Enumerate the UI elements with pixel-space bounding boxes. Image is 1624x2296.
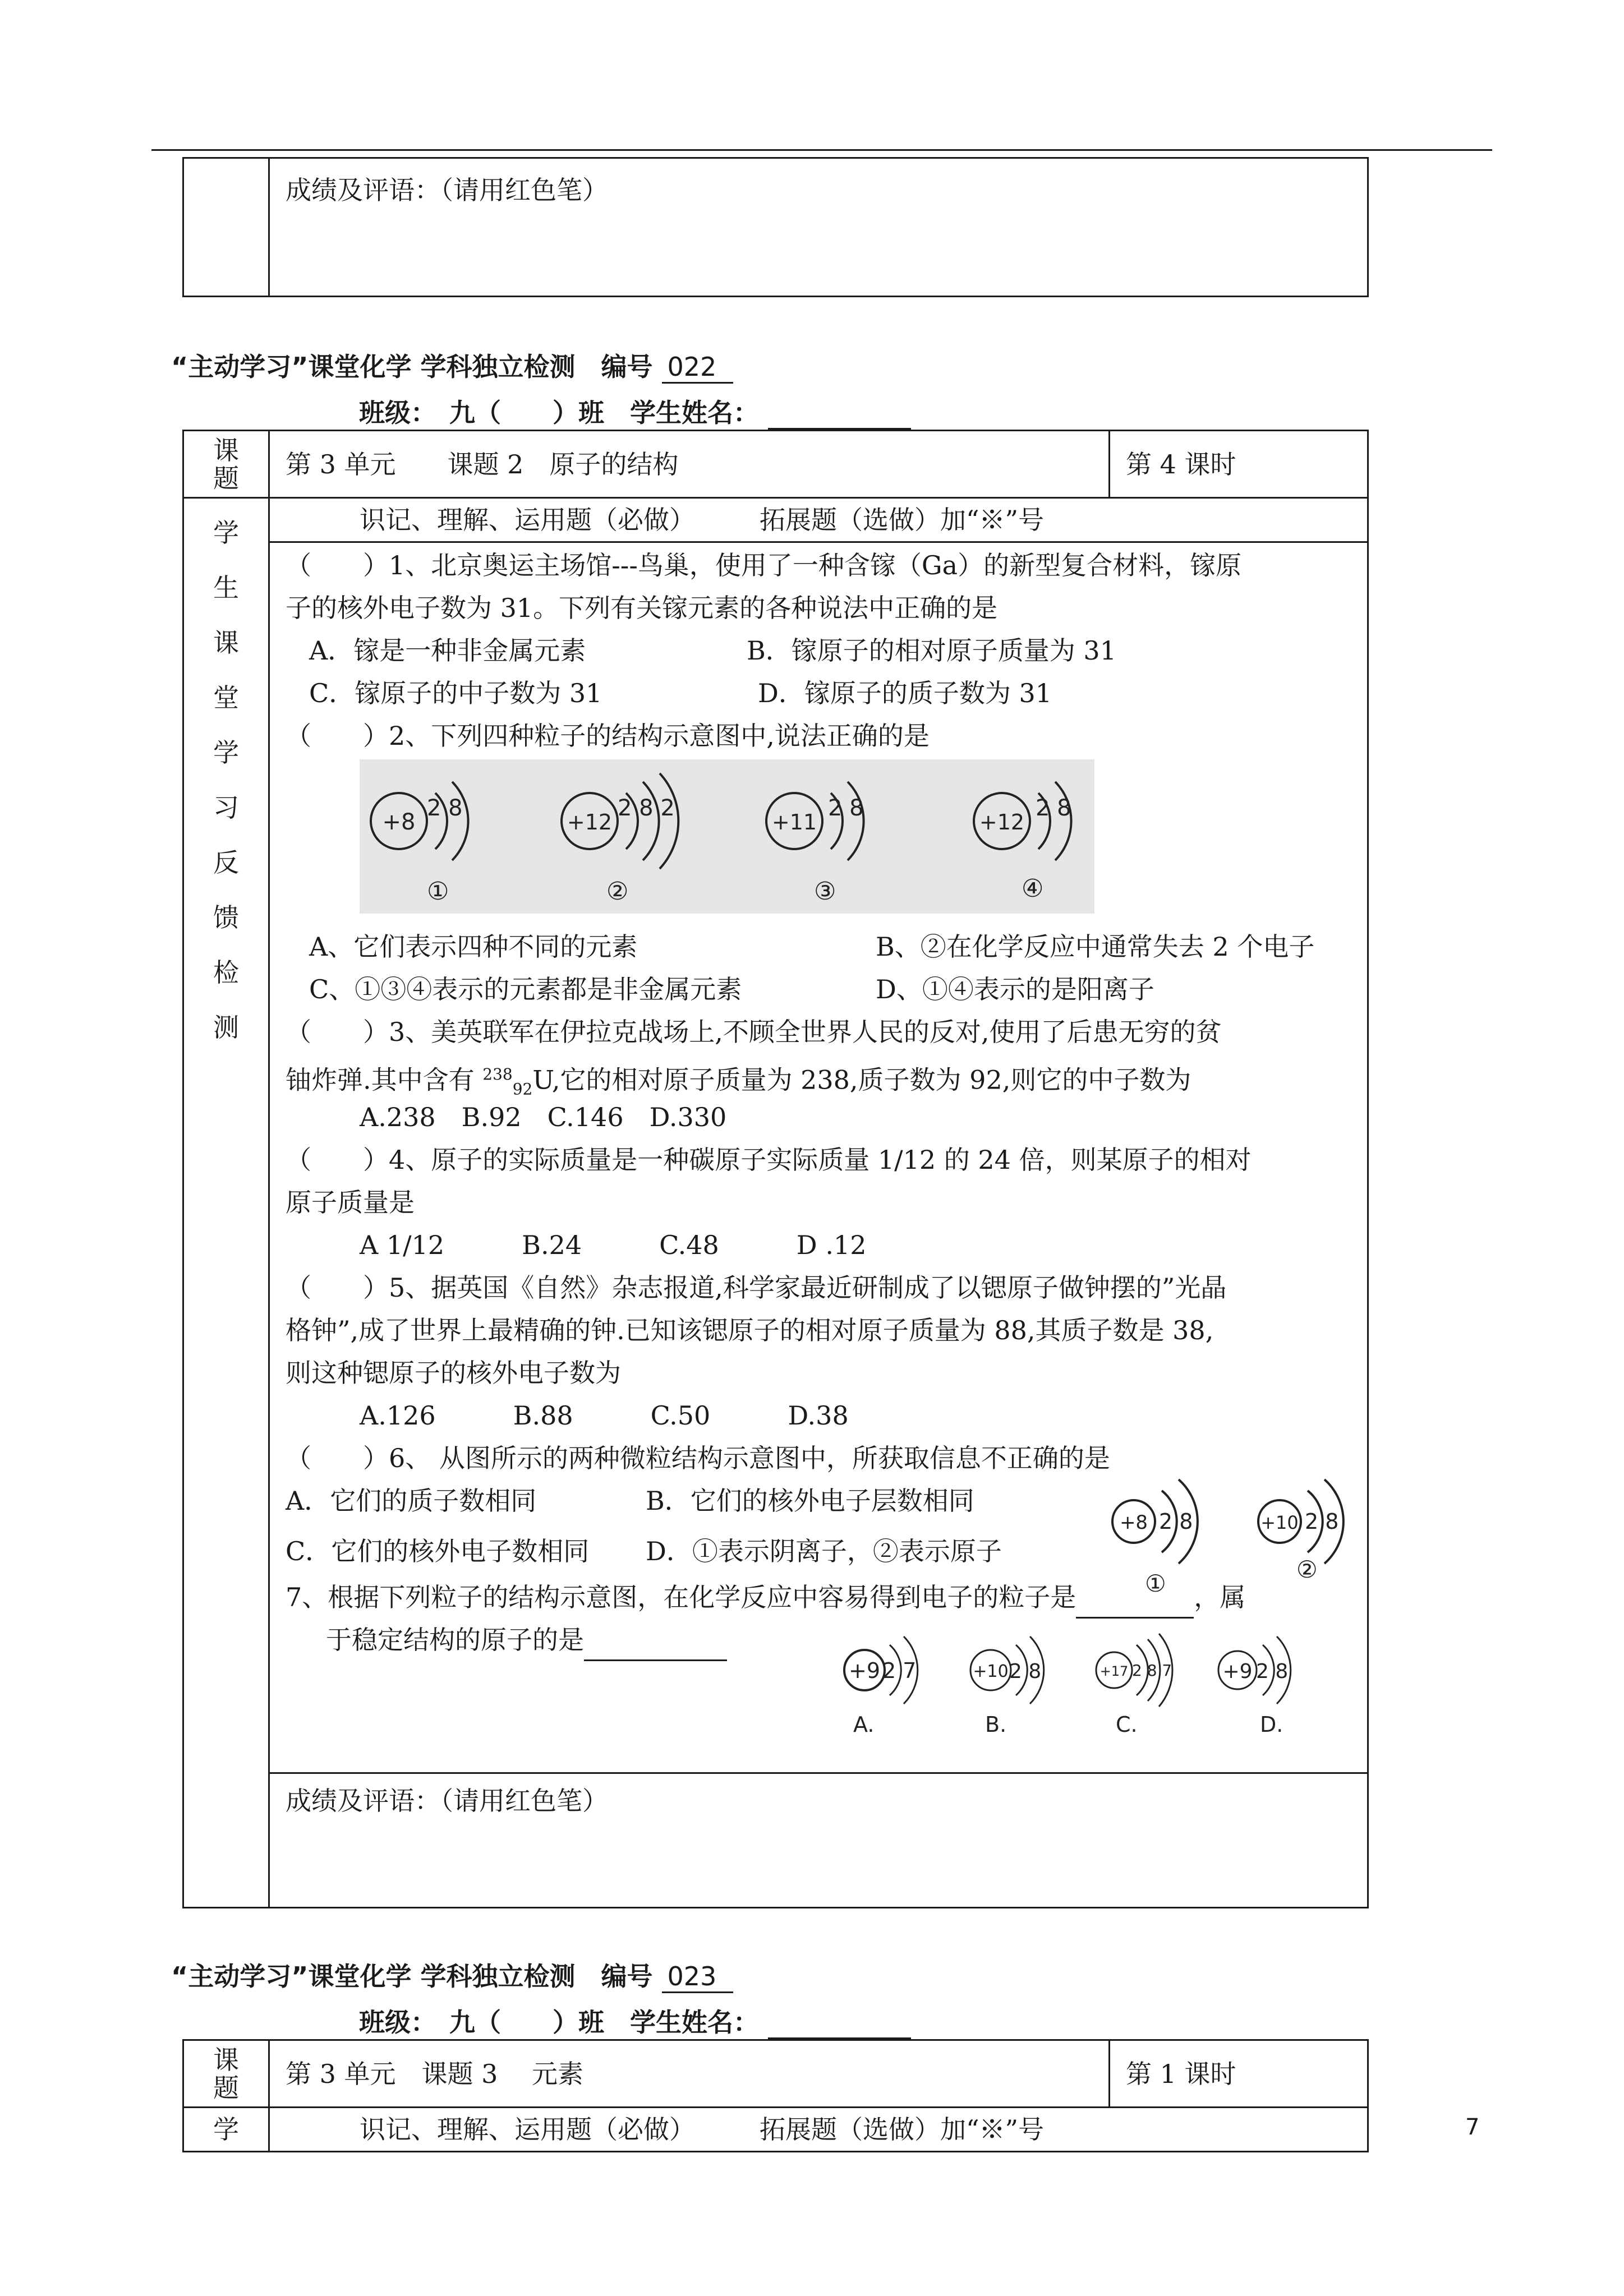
q7-atom-c xyxy=(1096,1634,1172,1737)
sheet-023-class-line: 班级： 九（ ）班 学生姓名： xyxy=(359,2002,911,2039)
q7-atom-b-shells: 2 8 xyxy=(1009,1660,1042,1683)
sheet-number: 023 xyxy=(662,1961,734,1993)
q4-options: A 1/12 B.24 C.48 D .12 xyxy=(360,1230,867,1260)
q7-atom-d-shells: 2 8 xyxy=(1256,1660,1289,1683)
q3-line2: 铀炸弹.其中含有 $^{238}_{92}$U,它的相对原子质量为 238,质子数为 92,则它的中子数为 xyxy=(286,1064,1191,1099)
q7-atom-diagrams xyxy=(836,1631,1341,1740)
q1-option-c: C．镓原子的中子数为 31 xyxy=(309,678,602,708)
q1-option-d: D．镓原子的质子数为 31 xyxy=(758,678,1052,708)
student-name-blank[interactable] xyxy=(768,405,911,430)
atom-diagram-1 xyxy=(371,782,468,906)
topic-cell-label: 课 题 xyxy=(213,2044,239,2103)
q3-mass-number: 238 xyxy=(482,1065,513,1084)
q2-line1: （ ）2、下列四种粒子的结构示意图中,说法正确的是 xyxy=(286,721,930,751)
instruction-line: 识记、理解、运用题（必做） 拓展题（选做）加“※”号 xyxy=(360,2114,1045,2145)
q2-option-a: A、它们表示四种不同的元素 xyxy=(309,932,638,962)
topic-title: 第 3 单元 课题 2 原子的结构 xyxy=(286,449,679,480)
q7-atom-a-shells: 2 7 xyxy=(882,1658,917,1683)
atom-2-shells: 2 8 2 xyxy=(618,795,675,821)
atom-diagram-3 xyxy=(766,782,864,906)
side-label: 学 生 课 堂 学 习 反 馈 检 测 xyxy=(213,518,239,1043)
q5-line1: （ ）5、据英国《自然》杂志报道,科学家最近研制成了以锶原子做钟摆的”光晶 xyxy=(286,1273,1227,1303)
q2-option-b: B、②在化学反应中通常失去 2 个电子 xyxy=(876,932,1315,962)
sheet-023-title: “主动学习”课堂化学 学科独立检测 编号 023 xyxy=(171,1956,733,1993)
q2-atom-diagrams xyxy=(360,759,1094,914)
q4-line1: （ ）4、原子的实际质量是一种碳原子实际质量 1/12 的 24 倍，则某原子的相对 xyxy=(286,1145,1252,1175)
q5-options: A.126 B.88 C.50 D.38 xyxy=(360,1400,849,1431)
remarks-label: 成绩及评语：（请用红色笔） xyxy=(286,175,608,205)
q6-atom-2-label: ② xyxy=(1296,1556,1318,1583)
q7-atom-b-label: B. xyxy=(985,1712,1007,1737)
q3-options: A.238 B.92 C.146 D.330 xyxy=(360,1102,727,1132)
q7-atom-c-label: C. xyxy=(1116,1712,1138,1737)
q6-atom-2-nucleus: +10 xyxy=(1260,1512,1299,1533)
q6-atom-1-label: ① xyxy=(1145,1570,1166,1597)
q7-atom-d-nucleus: +9 xyxy=(1222,1660,1253,1683)
q5-line2: 格钟”,成了世界上最精确的钟.已知该锶原子的相对原子质量为 88,其质子数是 38, xyxy=(286,1315,1214,1345)
topic-title: 第 3 单元 课题 3 元素 xyxy=(286,2058,584,2089)
instruction-line: 识记、理解、运用题（必做） 拓展题（选做）加“※”号 xyxy=(360,505,1045,535)
sheet-022-table xyxy=(182,430,1369,1908)
student-name-blank[interactable] xyxy=(768,2015,911,2039)
atom-1-nucleus: +8 xyxy=(382,809,416,835)
atom-1-label: ① xyxy=(427,877,449,906)
sheet-022-title: “主动学习”课堂化学 学科独立检测 编号 022 xyxy=(171,347,733,384)
q1-option-a: A．镓是一种非金属元素 xyxy=(309,635,586,666)
atom-3-label: ③ xyxy=(814,877,836,906)
q7-atom-a xyxy=(844,1636,918,1737)
atom-4-label: ④ xyxy=(1022,874,1044,903)
q7-line2: 于稳定结构的原子的是 xyxy=(326,1619,727,1661)
q6-option-d: D．①表示阴离子，②表示原子 xyxy=(646,1536,1002,1566)
q2-option-d: D、①④表示的是阳离子 xyxy=(876,974,1154,1004)
atom-diagram-2 xyxy=(562,773,678,906)
q1-line2: 子的核外电子数为 31。下列有关镓元素的各种说法中正确的是 xyxy=(286,593,998,623)
q3-atomic-number: 92 xyxy=(512,1080,533,1099)
q2-option-c: C、①③④表示的元素都是非金属元素 xyxy=(309,974,742,1004)
atom-2-label: ② xyxy=(606,877,629,906)
atom-1-shells: 2 8 xyxy=(427,795,463,821)
q6-atom-1-shells: 2 8 xyxy=(1159,1509,1193,1534)
side-label: 学 xyxy=(213,2114,239,2145)
atom-3-shells: 2 8 xyxy=(828,795,864,821)
q6-option-b: B．它们的核外电子层数相同 xyxy=(646,1486,974,1516)
header-rule xyxy=(151,149,1492,151)
q6-atom-2-shells: 2 8 xyxy=(1305,1509,1339,1534)
sheet-022-remarks-label: 成绩及评语：（请用红色笔） xyxy=(286,1786,608,1816)
q6-atom-1-nucleus: +8 xyxy=(1119,1511,1148,1534)
q1-option-b: B．镓原子的相对原子质量为 31 xyxy=(747,635,1116,666)
q7-atom-c-nucleus: +17 xyxy=(1099,1663,1129,1679)
q7-atom-d-label: D. xyxy=(1260,1712,1283,1737)
period-label: 第 4 课时 xyxy=(1126,449,1236,480)
q7-line1: 7、根据下列粒子的结构示意图，在化学反应中容易得到电子的粒子是 ，属 xyxy=(286,1576,1245,1619)
sheet-022-class-line: 班级： 九（ ）班 学生姓名： xyxy=(359,393,911,430)
sheet-number: 022 xyxy=(662,352,734,384)
q7-atom-a-nucleus: +9 xyxy=(848,1658,881,1683)
atom-2-nucleus: +12 xyxy=(567,810,613,835)
q6-option-c: C．它们的核外电子数相同 xyxy=(286,1536,590,1566)
q7-atom-d xyxy=(1218,1636,1291,1737)
previous-remarks-box xyxy=(182,157,1369,297)
period-label: 第 1 课时 xyxy=(1126,2058,1236,2089)
q7-atom-b-nucleus: +10 xyxy=(973,1662,1009,1681)
q2-figure xyxy=(360,759,1094,914)
q7-atom-a-label: A. xyxy=(853,1712,875,1737)
q1-line1: （ ）1、北京奥运主场馆---鸟巢，使用了一种含镓（Ga）的新型复合材料，镓原 xyxy=(286,550,1242,580)
q7-atom-c-shells: 2 8 7 xyxy=(1132,1661,1172,1680)
atom-4-shells: 2 8 xyxy=(1036,795,1071,821)
q7-answer-blank-1[interactable] xyxy=(1076,1594,1194,1619)
q6-atom-2 xyxy=(1258,1479,1344,1583)
q7-atom-b xyxy=(970,1636,1044,1737)
page-number: 7 xyxy=(1465,2114,1480,2140)
atom-diagram-4 xyxy=(974,782,1071,903)
sheet-023-table xyxy=(182,2039,1369,2152)
q6-option-a: A．它们的质子数相同 xyxy=(286,1486,537,1516)
q7-answer-blank-2[interactable] xyxy=(584,1637,727,1661)
q4-line2: 原子质量是 xyxy=(286,1187,415,1218)
atom-4-nucleus: +12 xyxy=(979,810,1025,835)
q3-line1: （ ）3、美英联军在伊拉克战场上,不顾全世界人民的反对,使用了后患无穷的贫 xyxy=(286,1017,1222,1047)
topic-cell-label: 课 题 xyxy=(213,435,239,494)
q5-line3: 则这种锶原子的核外电子数为 xyxy=(286,1358,621,1388)
q6-line1: （ ）6、 从图所示的两种微粒结构示意图中，所获取信息不正确的是 xyxy=(286,1443,1110,1473)
atom-3-nucleus: +11 xyxy=(771,810,817,835)
